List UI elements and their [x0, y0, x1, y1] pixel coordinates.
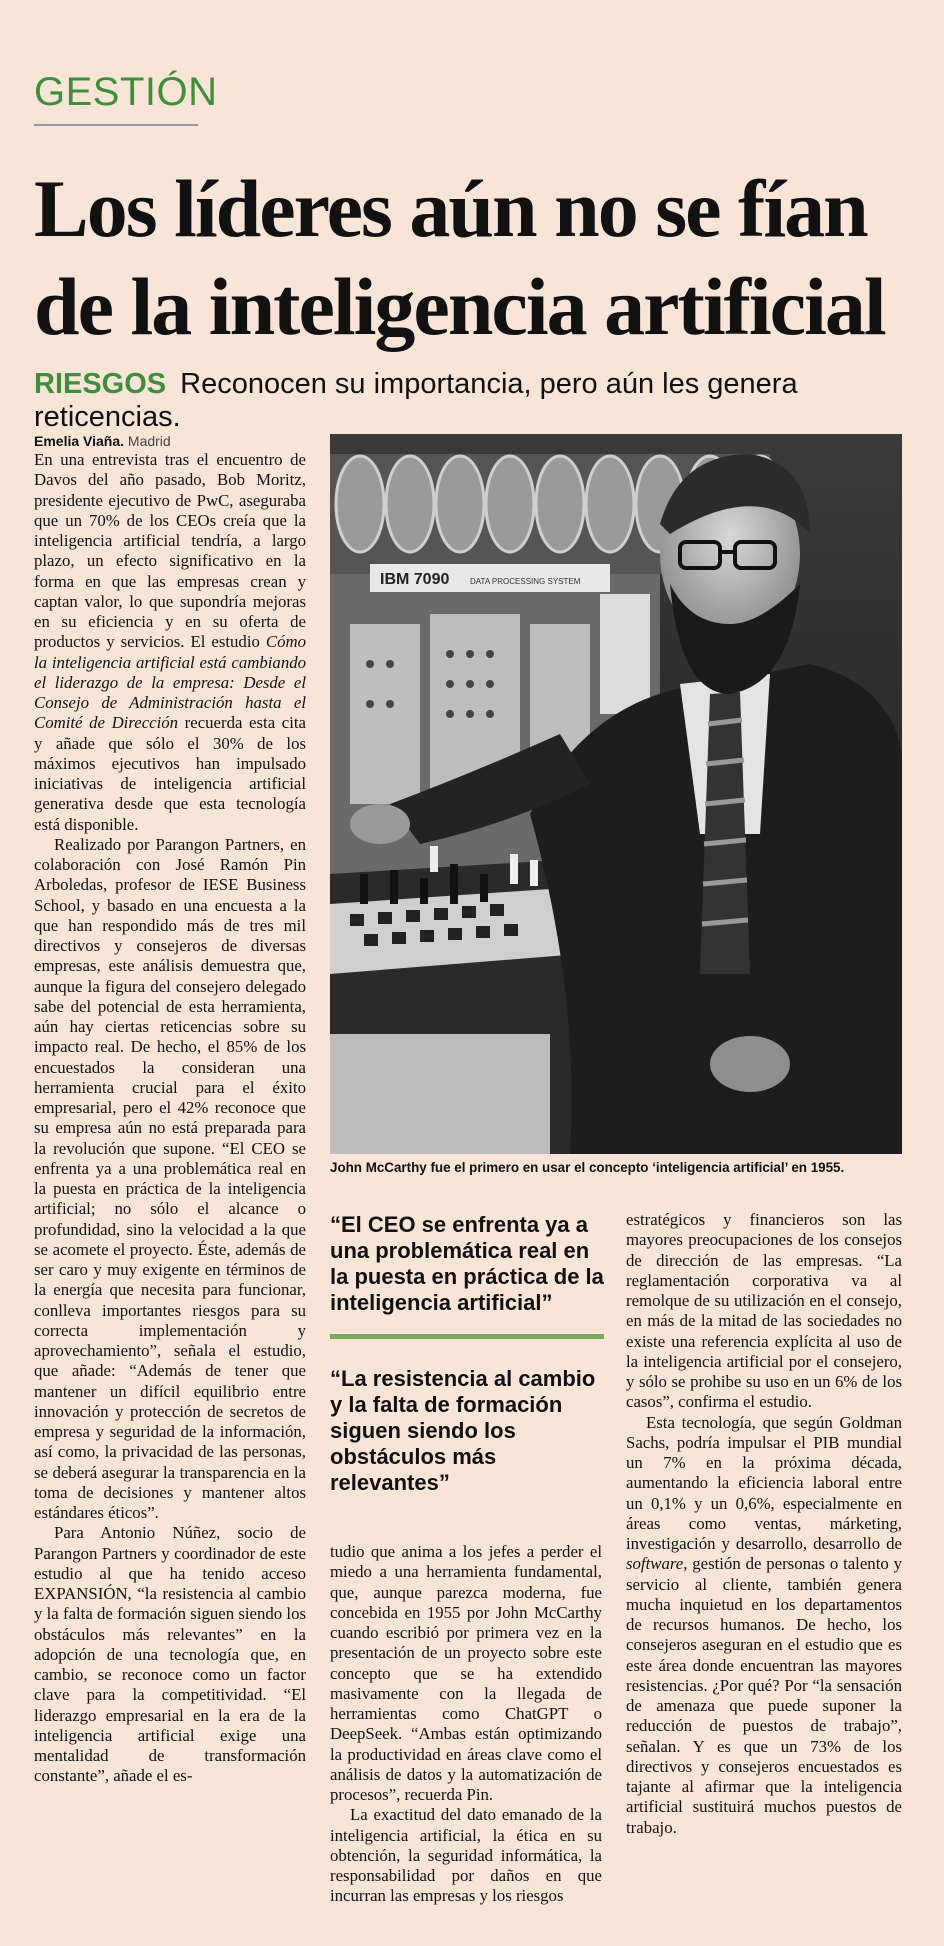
paragraph [626, 1413, 902, 1838]
paragraph: estratégicos y financieros son las mayores preocupaciones de los consejos de dirección de las empresas. “La reglamentación corporativa va al remolque de su utilización en el consejo, en más de la mitad de las sociedades no existe una referencia explícita al uso de la inteligencia artificial por el consejero, y sólo se prohibe su uso en un 6% de los casos”, confirma el estudio. [626, 1210, 902, 1412]
paragraph: tudio que anima a los jefes a perder el miedo a una herramienta fundamental, que, aunque parezca moderna, fue concebida en 1955 por John McCarthy cuando escribió por primera vez en la presentación de un proyecto sobre este concepto que se ha extendido masivamente con la llegada de herramientas como ChatGPT o DeepSeek. “Ambas están optimizando la productividad en áreas clave como el análisis de datos y la automatización de procesos”, recuerda Pin. [330, 1542, 602, 1804]
pull-quote-divider [330, 1334, 604, 1339]
headline: Los líderes aún no se fían de la inteligencia artificial [34, 163, 885, 352]
machine-label: IBM 7090 [380, 571, 450, 588]
section-label: GESTIÓN [34, 70, 218, 114]
pull-quote-1: “El CEO se enfrenta ya a una problemática real en la puesta en práctica de la inteligencia artificial” [330, 1212, 604, 1315]
paragraph-text: , gestión de personas o talento y servicio al cliente, también genera mucha inquietud en los departamentos de recursos humanos. De hecho, los consejeros aseguran en el estudio que es este área donde encuentran las mayores resistencias. ¿Por qué? Por “la sensación de amenaza que puede suponer la reducción de puestos de trabajo”, señalan. Y es que un 73% de los directivos y consejeros encuestados es tajante al afirmar que la inteligencia artificial sustituirá muchos puestos de trabajo. [626, 1554, 902, 1837]
article-column-3 [626, 1210, 902, 1838]
paragraph [34, 450, 306, 835]
subhead-text: Reconocen su importancia, pero aún les genera reticencias. [34, 368, 798, 433]
subhead-tag: RIESGOS [34, 368, 167, 400]
byline-author: Emelia Viaña. [34, 433, 125, 449]
byline [34, 432, 306, 450]
paragraph-text: recuerda esta cita y añade que sólo el 30% de los máximos ejecutivos han impulsado iniciativas de inteligencia artificial generativa desde que esta tecnología está disponible. [34, 713, 306, 834]
subheadline [34, 368, 924, 434]
photo-illustration [330, 434, 902, 1154]
study-title: Cómo la inteligencia artificial está cambiando el liderazgo de la empresa: Desde el Consejo de Administración hasta el Comité de Dirección [34, 632, 306, 733]
section-rule [34, 124, 198, 126]
paragraph: Realizado por Parangon Partners, en colaboración con José Ramón Pin Arboledas, profesor de IESE Business School, y basado en una encuesta a la que han respondido más de tres mil directivos y consejeros de diversas empresas, este análisis demuestra que, aunque la figura del consejero delegado sabe del potencial de esta herramienta, aún hay ciertas reticencias sobre su impacto real. De hecho, el 85% de los encuestados la consideran una herramienta crucial para el éxito empresarial, pero el 42% reconoce que su empresa aún no está preparada para la revolución que supone. “El CEO se enfrenta ya a una problemática real en la puesta en práctica de la inteligencia artificial; no sólo el alcance o profundidad, sino la velocidad a la que se acomete el proyecto. Éste, además de ser caro y muy exigente en términos de la energía que necesita para funcionar, conlleva importantes riesgos para su correcta implementación y aprovechamiento”, señala el estudio, que añade: “Además de tener que mantener un difícil equilibrio entre innovación y protección de secretos de empresa y seguridad de la información, así como, la privacidad de las personas, se deberá asegurar la transparencia en la toma de decisiones y mantener altos estándares éticos”. [34, 834, 306, 1522]
paragraph-text: Esta tecnología, que según Goldman Sachs, podría impulsar el PIB mundial un 7% en la próxima década, aumentando la eficiencia laboral entre un 0,1% y un 0,6%, especialmente en áreas como ventas, márketing, investigación y desarrollo, desarrollo de [626, 1412, 902, 1553]
paragraph-text: En una entrevista tras el encuentro de Davos del año pasado, Bob Moritz, presidente ejecutivo de PwC, aseguraba que un 70% de los CEOs creía que la inteligencia artificial tendría, a largo plazo, un efecto significativo en la forma en que las empresas crean y captan valor, lo que supondría mejoras en su eficiencia y en su oferta de productos y servicios. El estudio [34, 450, 306, 652]
italic-term: software [626, 1554, 684, 1574]
photo-caption: John McCarthy fue el primero en usar el concepto ‘inteligencia artificial’ en 1955. [330, 1160, 845, 1175]
paragraph: Para Antonio Núñez, socio de Parangon Partners y coordinador de este estudio al que ha tenido acceso EXPANSIÓN, “la resistencia al cambio y la falta de formación siguen siendo los obstáculos más relevantes” en la adopción de una tecnología que, en cambio, se reconoce como un factor clave para la competitividad. “El liderazgo empresarial en la era de la inteligencia artificial exige una mentalidad de transformación constante”, añade el es- [34, 1523, 306, 1786]
paragraph: La exactitud del dato emanado de la inteligencia artificial, la ética en su obtención, la seguridad informática, la responsabilidad por daños en que incurran las empresas y los riesgos [330, 1805, 602, 1906]
machine-sublabel: DATA PROCESSING SYSTEM [470, 577, 581, 586]
pull-quote-2: “La resistencia al cambio y la falta de formación siguen siendo los obstáculos más relevantes” [330, 1366, 596, 1495]
article-column-2 [330, 1542, 602, 1907]
article-photo [330, 434, 902, 1154]
byline-city: Madrid [127, 433, 171, 449]
article-column-1 [34, 432, 306, 1787]
